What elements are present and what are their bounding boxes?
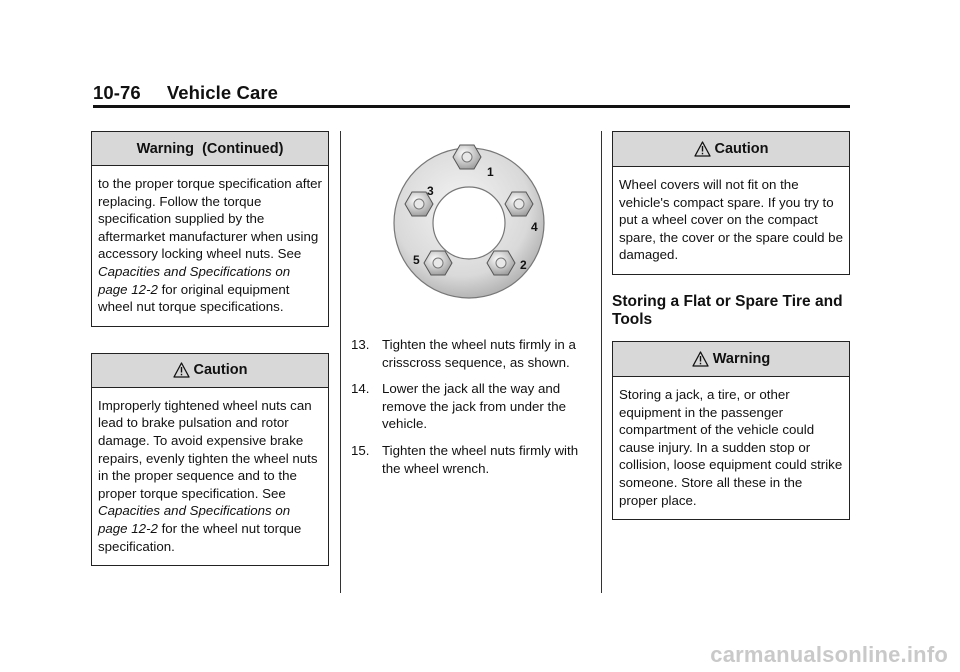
- step-13: [351, 336, 589, 371]
- caution-box-wheel-nuts: [91, 353, 329, 566]
- caution-body: [92, 388, 328, 565]
- caution-text-right: Wheel covers will not fit on the vehicle's compact spare. If you try to put a wheel cover on the compact spare, the cover or the spare could be damaged.: [619, 177, 843, 263]
- step-number: 14.: [351, 381, 370, 397]
- wheel-nut-sequence-diagram: [351, 131, 589, 316]
- nut-label-3: 3: [427, 184, 434, 198]
- caution-tail: for the wheel nut torque specification.: [98, 520, 302, 554]
- caution-header-right: [613, 132, 849, 167]
- caution-alert-icon: [173, 362, 190, 378]
- warning-continued-title: Warning (Continued): [136, 140, 284, 157]
- warning-continued-header: [92, 132, 328, 166]
- column-divider-1: [340, 131, 341, 593]
- column-middle: [351, 131, 589, 486]
- warning-continued-text: to the proper torque specification after replacing. Follow the torque specification supplied by the aftermarket manufacturer when using accessory locking wheel nuts. See: [98, 176, 322, 262]
- tightening-steps-list: [351, 336, 589, 477]
- caution-text: Improperly tightened wheel nuts can lead to brake pulsation and rotor damage. To avoid expensive brake repairs, evenly tighten the wheel nuts in the proper sequence and to the proper torque specification. See: [98, 397, 318, 501]
- page-header: [93, 82, 850, 108]
- caution-body-right: [613, 167, 849, 274]
- storing-tire-subheading: Storing a Flat or Spare Tire and Tools: [612, 292, 843, 328]
- section-title: Vehicle Care: [166, 82, 279, 103]
- step-15: [351, 442, 589, 477]
- warning-title: Warning: [712, 350, 771, 367]
- capacities-specifications-link[interactable]: Capacities and Specifications on page 12‑2: [98, 263, 291, 297]
- nut-label-2: 2: [520, 258, 527, 272]
- capacities-specifications-link-2[interactable]: Capacities and Specifications on page 12‑2: [98, 503, 291, 536]
- warning-header: [613, 342, 849, 377]
- warning-alert-icon: [692, 351, 709, 367]
- page-number: 10-76: [93, 82, 141, 103]
- caution-alert-icon: [694, 141, 711, 157]
- caution-header: [92, 354, 328, 388]
- watermark: carmanualsonline.info: [710, 642, 948, 667]
- warning-continued-body: [92, 166, 328, 326]
- hub-center-hole: [433, 187, 505, 259]
- nut-label-4: 4: [531, 220, 538, 234]
- step-text: Lower the jack all the way and remove the jack from under the vehicle.: [382, 381, 567, 432]
- step-number: 15.: [351, 442, 370, 458]
- nut-label-1: 1: [487, 165, 494, 179]
- warning-continued-box: [91, 131, 329, 327]
- caution-title: Caution: [193, 362, 248, 379]
- warning-continued-tail: for original equipment wheel nut torque specifications.: [98, 281, 290, 315]
- step-14: [351, 380, 589, 433]
- column-left: [91, 131, 329, 566]
- column-divider-2: [601, 131, 602, 593]
- warning-box-storing: [612, 341, 850, 520]
- caution-box-wheel-covers: [612, 131, 850, 275]
- nut-label-5: 5: [413, 253, 420, 267]
- warning-text: Storing a jack, a tire, or other equipment in the passenger compartment of the vehicle could cause injury. In a sudden stop or collision, loose equipment could strike someone. Store all these in the proper place.: [619, 386, 843, 508]
- column-right: [612, 131, 850, 520]
- caution-title-right: Caution: [714, 141, 769, 157]
- step-text: Tighten the wheel nuts firmly in a crisscross sequence, as shown.: [382, 337, 576, 370]
- step-number: 13.: [351, 337, 370, 352]
- step-text: Tighten the wheel nuts firmly with the wheel wrench.: [382, 442, 579, 476]
- warning-body: [613, 377, 849, 519]
